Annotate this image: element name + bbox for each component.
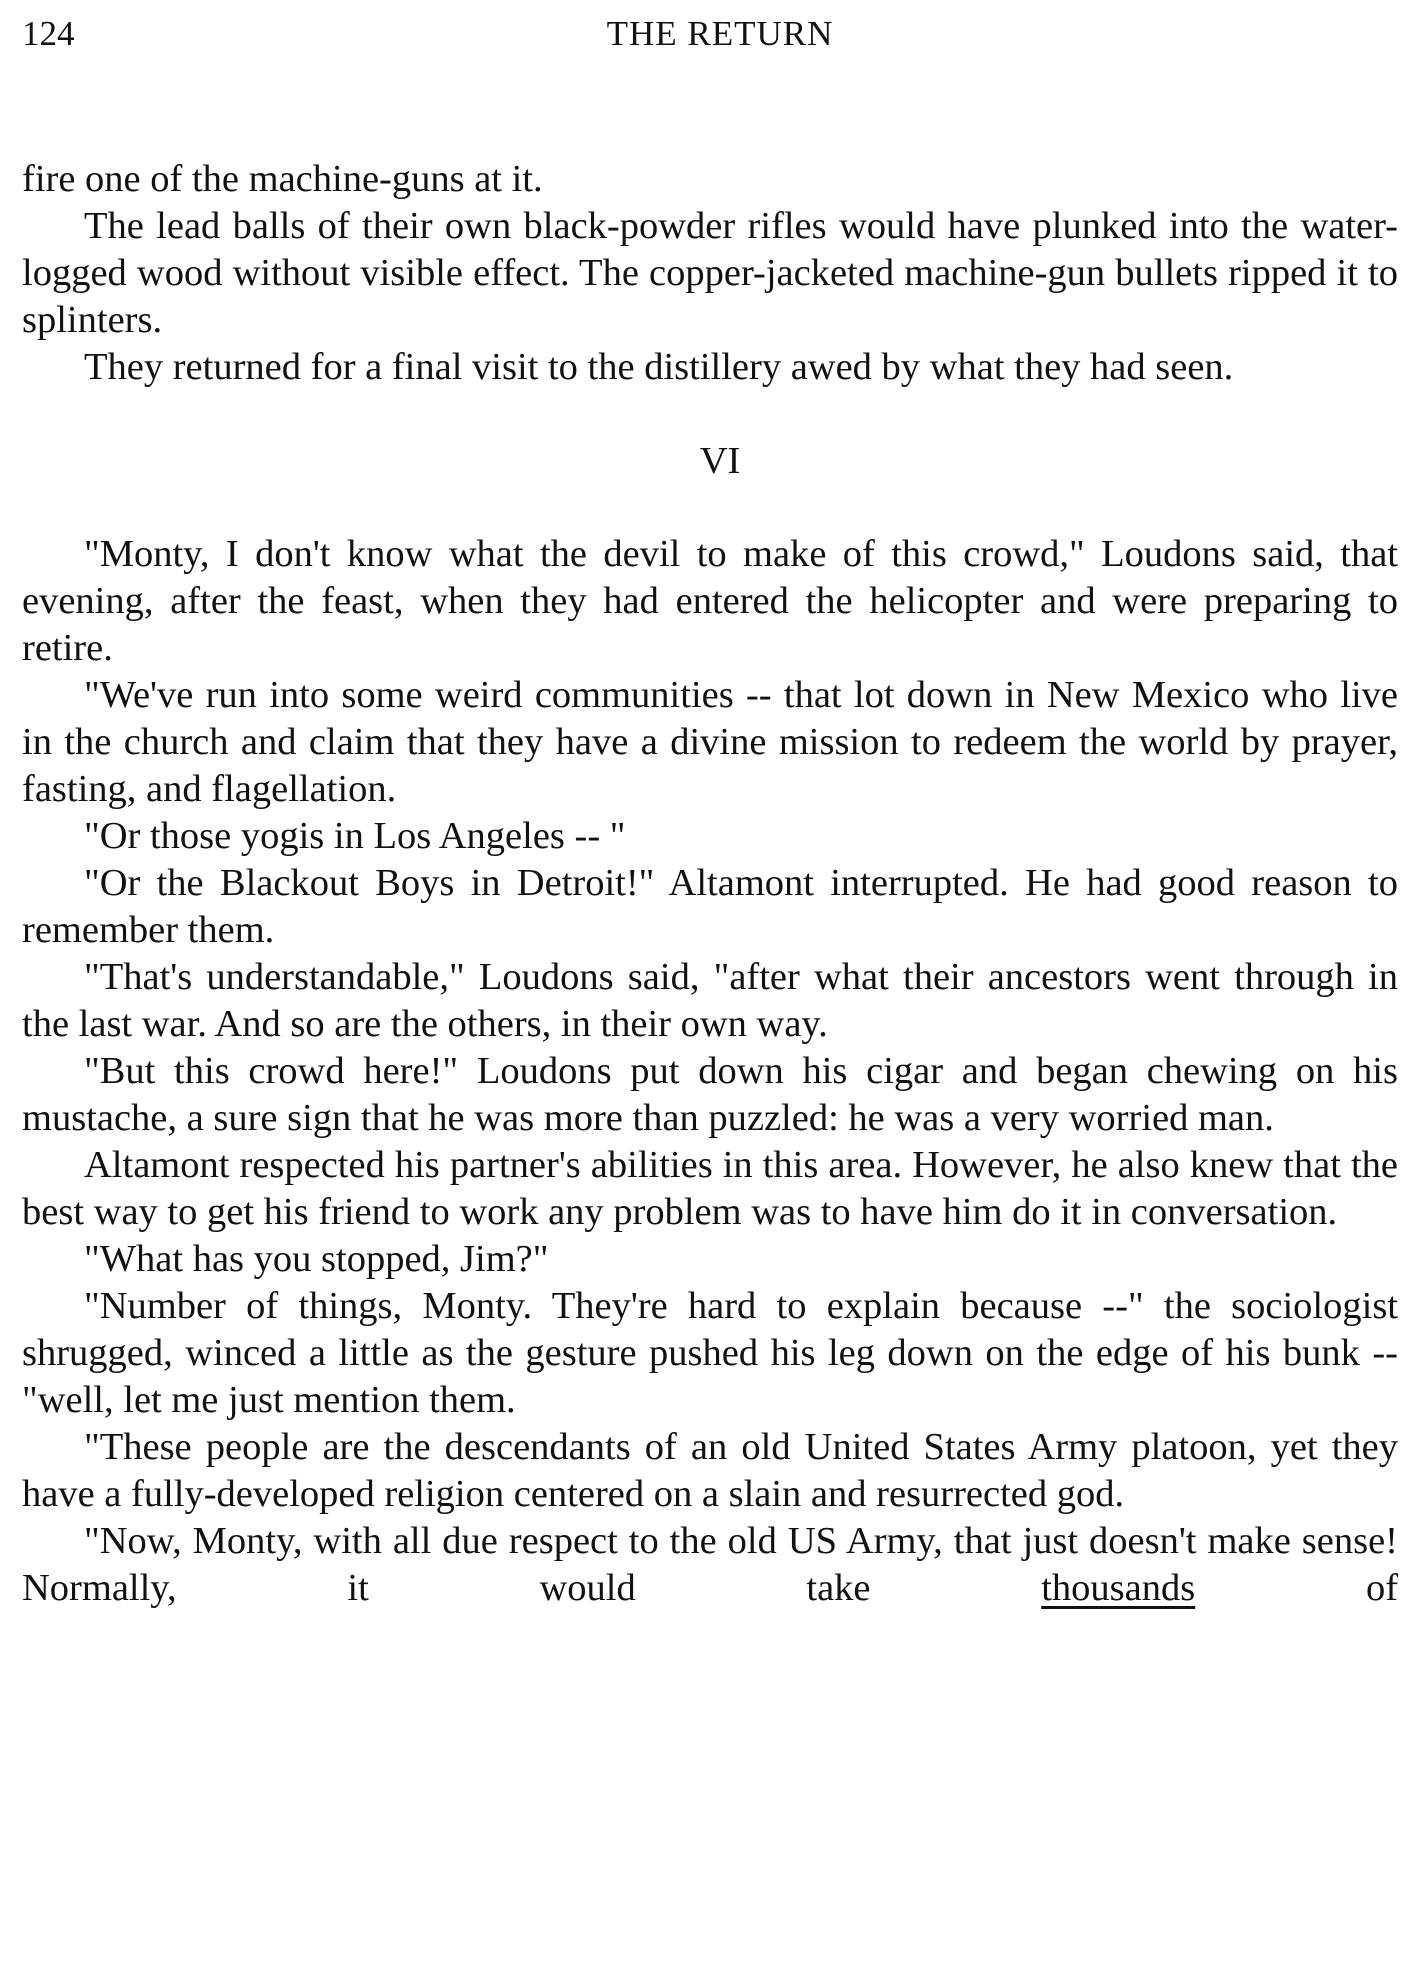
page-number: 124 bbox=[22, 14, 75, 53]
paragraph-final bbox=[22, 1518, 1398, 1612]
paragraph: Altamont respected his partner's abilities in this area. However, he also knew that the best way to get his friend to work any problem was to have him do it in conversation. bbox=[22, 1144, 1398, 1233]
paragraph: "That's understandable," Loudons said, "after what their ancestors went through in the last war. And so are the others, in their own way. bbox=[22, 956, 1398, 1045]
paragraph: "What has you stopped, Jim?" bbox=[84, 1238, 549, 1280]
section-number: VI bbox=[699, 440, 741, 482]
page-header bbox=[22, 14, 1398, 64]
paragraph: "These people are the descendants of an old United States Army platoon, yet they have a fully-developed religion centered on a slain and resurrected god. bbox=[22, 1426, 1398, 1515]
paragraph: The lead balls of their own black-powder rifles would have plunked into the water-logged wood without visible effect. The copper-jacketed machine-gun bullets ripped it to splinters. bbox=[22, 205, 1398, 341]
page-body bbox=[22, 156, 1398, 1612]
paragraph-text: "Now, Monty, with all due respect to the old US Army, that just doesn't make sense! Normally, it would take bbox=[22, 1520, 1398, 1609]
paragraph: They returned for a final visit to the distillery awed by what they had seen. bbox=[84, 346, 1234, 388]
paragraph-text-end: of bbox=[1365, 1567, 1399, 1609]
paragraph: "Monty, I don't know what the devil to make of this crowd," Loudons said, that evening, after the feast, when they had entered the helicopter and were preparing to retire. bbox=[22, 533, 1398, 669]
paragraph: "Or the Blackout Boys in Detroit!" Altamont interrupted. He had good reason to remember them. bbox=[22, 862, 1398, 951]
paragraph: "Or those yogis in Los Angeles -- " bbox=[84, 815, 626, 857]
paragraph: "But this crowd here!" Loudons put down his cigar and began chewing on his mustache, a sure sign that he was more than puzzled: he was a very worried man. bbox=[22, 1050, 1398, 1139]
paragraph-continued: fire one of the machine-guns at it. bbox=[22, 158, 543, 200]
paragraph: "Number of things, Monty. They're hard to explain because --" the sociologist shrugged, winced a little as the gesture pushed his leg down on the edge of his bunk -- "well, let me just mention them. bbox=[22, 1285, 1398, 1421]
running-head: THE RETURN bbox=[606, 14, 834, 53]
underlined-word: thousands bbox=[1041, 1567, 1196, 1609]
paragraph: "We've run into some weird communities -- that lot down in New Mexico who live in the church and claim that they have a divine mission to redeem the world by prayer, fasting, and flagellation. bbox=[22, 674, 1398, 810]
